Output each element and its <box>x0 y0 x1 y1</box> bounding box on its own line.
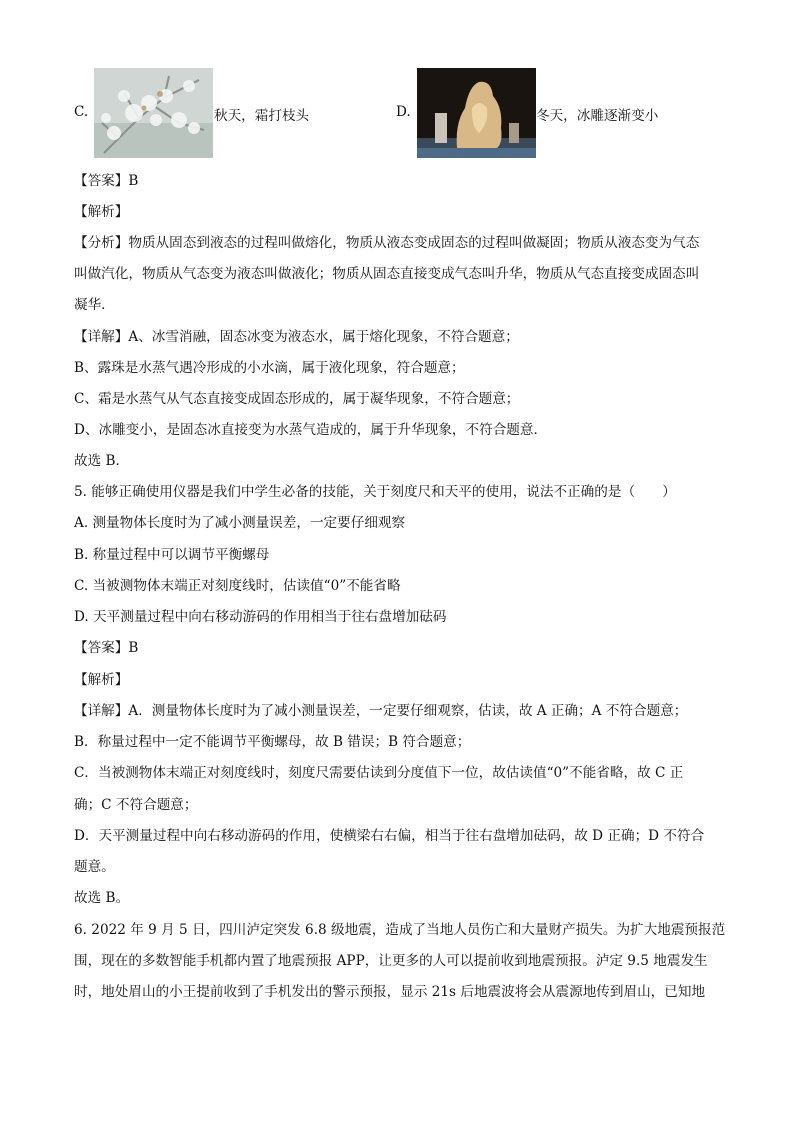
ice-sculpture-icon <box>417 68 536 158</box>
q5-answer: 【答案】B <box>74 640 139 656</box>
q5-detail-a: 【详解】A．测量物体长度时为了减小测量误差，一定要仔细观察，估读，故 A 正确；A 不符合题意； <box>74 703 688 719</box>
q4-conclusion: 故选 B． <box>74 453 130 469</box>
q5-option-d: D. 天平测量过程中向右移动游码的作用相当于往右盘增加砝码 <box>74 609 447 625</box>
q4-answer: 【答案】B <box>74 173 139 189</box>
q4-detail-c: C、霜是水蒸气从气态直接变成固态形成的，属于凝华现象，不符合题意； <box>74 391 520 407</box>
option-d-caption: 冬天，冰雕逐渐变小 <box>536 108 659 124</box>
q5-detail-d-2: 题意。 <box>74 859 115 875</box>
q5-option-c: C. 当被测物体末端正对刻度线时，估读值“0”不能省略 <box>74 578 401 594</box>
q4-detail-b: B、露珠是水蒸气遇冷形成的小水滴，属于液化现象，符合题意； <box>74 360 465 376</box>
q4-fenxi-line-1: 【分析】物质从固态到液态的过程叫做熔化，物质从液态变成固态的过程叫做凝固；物质从液态变为气态 <box>74 235 700 251</box>
q5-conclusion: 故选 B。 <box>74 890 130 906</box>
q5-analysis-head: 【解析】 <box>74 672 129 688</box>
ice-sculpture-photo <box>417 68 536 158</box>
q5-detail-b: B．称量过程中一定不能调节平衡螺母，故 B 错误；B 符合题意； <box>74 734 471 750</box>
option-d-label: D. <box>396 104 411 120</box>
q5-detail-c-1: C．当被测物体末端正对刻度线时，刻度尺需要估读到分度值下一位，故估读值“0”不能省略，故 C 正 <box>74 765 684 781</box>
q4-analysis-head: 【解析】 <box>74 204 129 220</box>
q6-line-3: 时，地处眉山的小王提前收到了手机发出的警示预报，显示 21s 后地震波将会从震源地传到眉山，已知地 <box>74 984 706 1000</box>
q5-option-b: B. 称量过程中可以调节平衡螺母 <box>74 547 270 563</box>
q5-detail-d-1: D．天平测量过程中向右移动游码的作用，使横梁右右偏，相当于往右盘增加砝码，故 D 正确；D 不符合 <box>74 828 705 844</box>
frost-branch-icon <box>94 68 213 158</box>
q5-detail-c-2: 确；C 不符合题意； <box>74 797 198 813</box>
option-c-label: C. <box>74 104 89 120</box>
q5-option-a: A. 测量物体长度时为了减小测量误差，一定要仔细观察 <box>74 515 406 531</box>
q5-stem: 5. 能够正确使用仪器是我们中学生必备的技能，关于刻度尺和天平的使用，说法不正确的是（ ） <box>74 484 676 500</box>
option-c-caption: 秋天，霜打枝头 <box>214 108 310 124</box>
frost-branch-photo <box>94 68 213 158</box>
q4-fenxi-line-3: 凝华． <box>74 297 115 313</box>
q4-fenxi-line-2: 叫做汽化，物质从气态变为液态叫做液化；物质从固态直接变成气态叫升华，物质从气态直接变成固态叫 <box>74 266 700 282</box>
q6-line-2: 围，现在的多数智能手机都内置了地震预报 APP，让更多的人可以提前收到地震预报。泸定 9.5 地震发生 <box>74 953 708 969</box>
q4-detail-a: 【详解】A、冰雪消融，固态冰变为液态水，属于熔化现象，不符合题意； <box>74 329 519 345</box>
q4-detail-d: D、冰雕变小，是固态冰直接变为水蒸气造成的，属于升华现象，不符合题意． <box>74 422 548 438</box>
q6-line-1: 6. 2022 年 9 月 5 日，四川泸定突发 6.8 级地震，造成了当地人员伤亡和大量财产损失。为扩大地震预报范 <box>74 922 726 938</box>
